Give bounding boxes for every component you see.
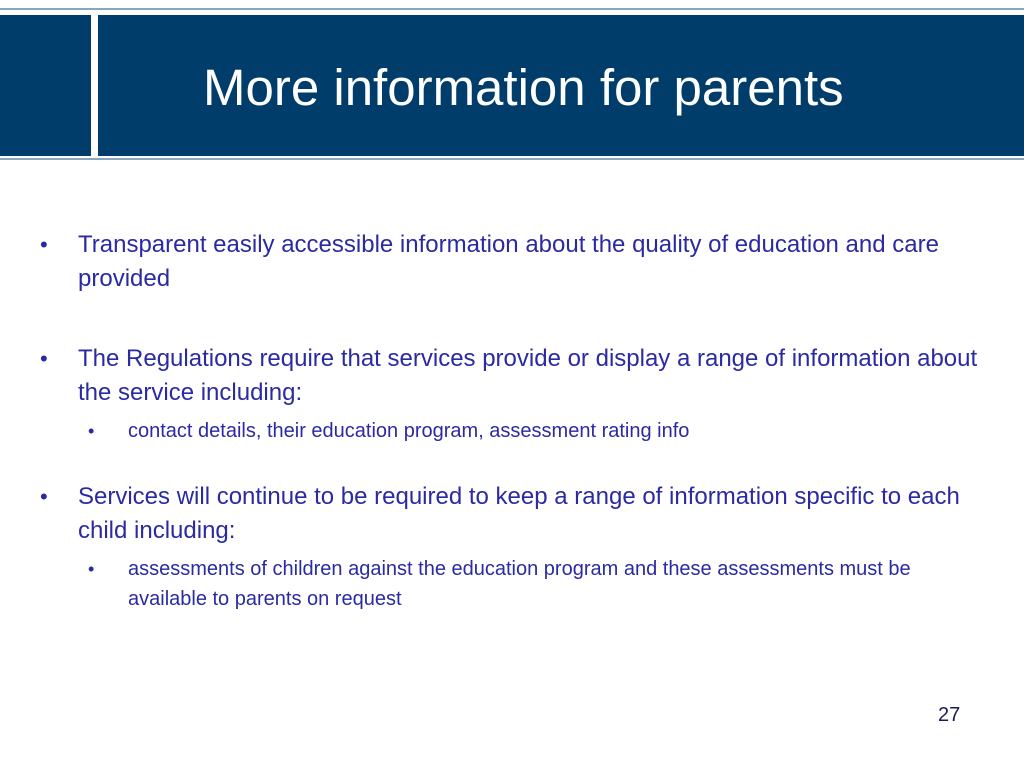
slide-title: More information for parents — [203, 59, 844, 116]
sub-bullet-item — [38, 554, 988, 614]
bullet-item — [38, 480, 988, 548]
bullet-list — [38, 228, 988, 614]
bullet-text: Transparent easily accessible information about the quality of education and care provided — [78, 231, 939, 292]
bullet-text: Services will continue to be required to keep a range of information specific to each child including: — [78, 483, 960, 544]
header-stripe — [91, 15, 98, 156]
bullet-item — [38, 342, 988, 410]
page-number: 27 — [938, 704, 961, 726]
sub-bullet-dot-icon: • — [88, 421, 95, 441]
sub-bullet-item — [38, 416, 988, 446]
bullet-dot-icon: • — [40, 232, 48, 257]
bullet-item — [38, 228, 988, 296]
bullet-dot-icon: • — [40, 484, 48, 509]
header-bottom-rule — [0, 158, 1024, 160]
bullet-dot-icon: • — [40, 346, 48, 371]
bullet-text: The Regulations require that services provide or display a range of information about the service including: — [78, 345, 978, 406]
sub-bullet-text: contact details, their education program, assessment rating info — [128, 420, 690, 442]
sub-bullet-dot-icon: • — [88, 559, 95, 579]
sub-bullet-text: assessments of children against the education program and these assessments must be available to parents on request — [128, 558, 911, 610]
top-rule — [0, 8, 1024, 10]
